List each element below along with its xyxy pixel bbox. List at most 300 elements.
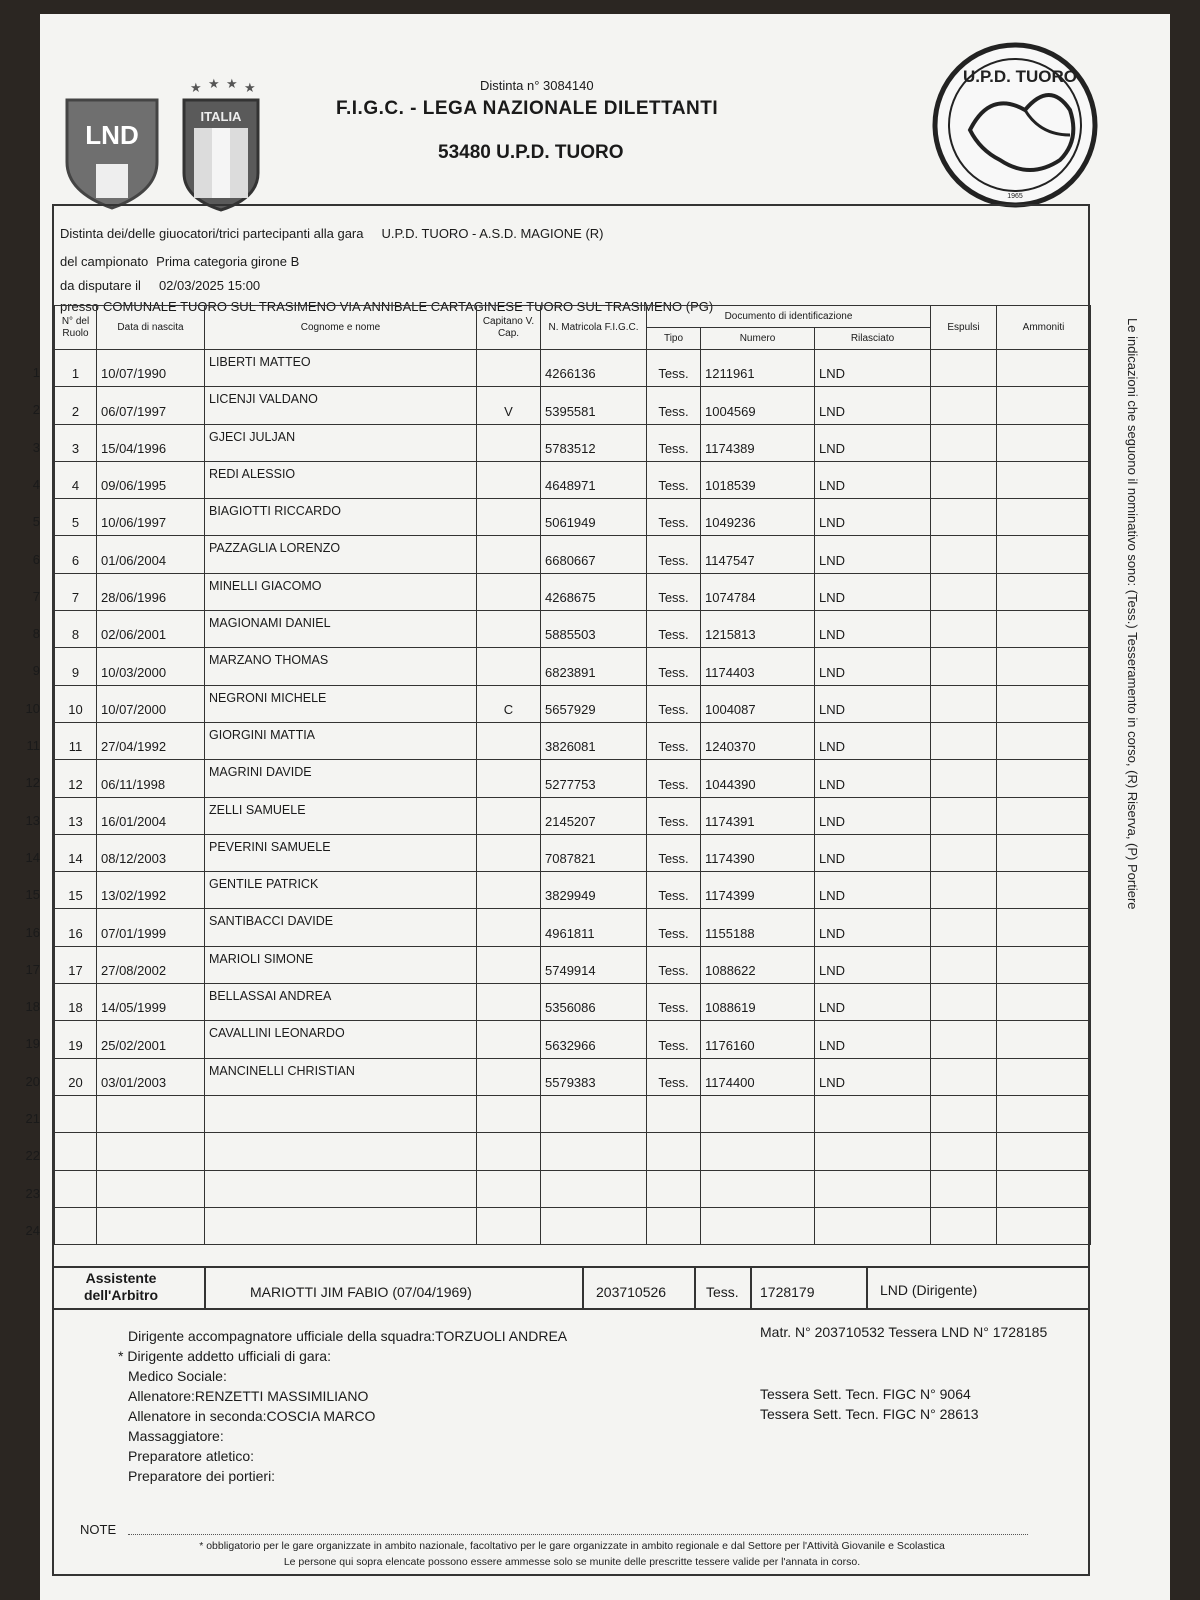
player-doc-issuer: LND — [815, 499, 931, 536]
row-number: 6 — [32, 551, 40, 567]
assistant-matricola: 203710526 — [596, 1284, 667, 1300]
player-doc-issuer: LND — [815, 1058, 931, 1095]
table-row — [55, 536, 1091, 573]
assistant-name: MARIOTTI JIM FABIO (07/04/1969) — [250, 1284, 472, 1300]
player-matricola: 3829949 — [541, 872, 647, 909]
player-name — [205, 1133, 477, 1170]
row-number: 4 — [32, 476, 40, 492]
player-ruolo — [55, 1095, 97, 1132]
assistant-rilasciato: LND (Dirigente) — [880, 1282, 978, 1298]
table-row — [55, 1021, 1091, 1058]
player-ruolo: 20 — [55, 1058, 97, 1095]
player-expelled — [931, 1207, 997, 1244]
player-doc-type: Tess. — [647, 685, 701, 722]
player-doc-type: Tess. — [647, 461, 701, 498]
table-row — [55, 350, 1091, 387]
table-row — [55, 984, 1091, 1021]
player-matricola: 5632966 — [541, 1021, 647, 1058]
player-birthdate: 08/12/2003 — [97, 834, 205, 871]
staff-massaggiatore: Massaggiatore: — [128, 1428, 224, 1444]
col-rilasciato: Rilasciato — [815, 328, 931, 350]
tuoro-logo — [930, 40, 1100, 210]
svg-text:★: ★ — [244, 80, 256, 95]
player-booked — [997, 1207, 1091, 1244]
player-expelled — [931, 797, 997, 834]
player-ruolo: 18 — [55, 984, 97, 1021]
player-doc-number: 1088622 — [701, 946, 815, 983]
table-row — [55, 611, 1091, 648]
player-doc-number: 1018539 — [701, 461, 815, 498]
player-expelled — [931, 685, 997, 722]
player-ruolo: 16 — [55, 909, 97, 946]
player-doc-issuer — [815, 1207, 931, 1244]
player-ruolo: 9 — [55, 648, 97, 685]
svg-text:★: ★ — [190, 80, 202, 95]
player-birthdate: 06/07/1997 — [97, 387, 205, 424]
player-name: BELLASSAI ANDREA — [205, 984, 477, 1021]
player-doc-type: Tess. — [647, 611, 701, 648]
player-booked — [997, 1058, 1091, 1095]
match-teams-line — [60, 226, 604, 241]
player-doc-type: Tess. — [647, 499, 701, 536]
row-number: 23 — [25, 1185, 40, 1201]
player-matricola — [541, 1207, 647, 1244]
player-ruolo — [55, 1133, 97, 1170]
row-number: 12 — [25, 775, 40, 791]
player-matricola: 6823891 — [541, 648, 647, 685]
player-doc-type: Tess. — [647, 946, 701, 983]
player-booked — [997, 611, 1091, 648]
row-number: 5 — [32, 514, 40, 530]
row-number: 15 — [25, 887, 40, 903]
player-doc-number: 1088619 — [701, 984, 815, 1021]
player-ruolo: 12 — [55, 760, 97, 797]
player-captain — [477, 1207, 541, 1244]
row-number: 24 — [25, 1222, 40, 1238]
player-matricola: 5277753 — [541, 760, 647, 797]
player-doc-number: 1240370 — [701, 722, 815, 759]
table-row — [55, 760, 1091, 797]
player-doc-issuer: LND — [815, 387, 931, 424]
player-expelled — [931, 984, 997, 1021]
player-doc-number: 1044390 — [701, 760, 815, 797]
player-captain: C — [477, 685, 541, 722]
player-ruolo — [55, 1207, 97, 1244]
club-name: 53480 U.P.D. TUORO — [438, 142, 624, 163]
player-doc-number: 1004569 — [701, 387, 815, 424]
table-row — [55, 722, 1091, 759]
player-birthdate: 07/01/1999 — [97, 909, 205, 946]
player-name: GENTILE PATRICK — [205, 872, 477, 909]
player-name: MAGIONAMI DANIEL — [205, 611, 477, 648]
player-name: LIBERTI MATTEO — [205, 350, 477, 387]
player-matricola: 2145207 — [541, 797, 647, 834]
player-ruolo: 6 — [55, 536, 97, 573]
player-birthdate — [97, 1207, 205, 1244]
player-birthdate: 10/07/2000 — [97, 685, 205, 722]
player-matricola: 4648971 — [541, 461, 647, 498]
player-doc-number: 1049236 — [701, 499, 815, 536]
player-booked — [997, 350, 1091, 387]
player-doc-type: Tess. — [647, 387, 701, 424]
player-birthdate: 02/06/2001 — [97, 611, 205, 648]
player-expelled — [931, 909, 997, 946]
row-number: 14 — [25, 849, 40, 865]
player-doc-number — [701, 1207, 815, 1244]
player-doc-number: 1215813 — [701, 611, 815, 648]
player-matricola: 4961811 — [541, 909, 647, 946]
col-ruolo: N° del Ruolo — [55, 306, 97, 350]
player-ruolo: 3 — [55, 424, 97, 461]
player-doc-type: Tess. — [647, 797, 701, 834]
player-doc-type: Tess. — [647, 573, 701, 610]
svg-text:LND: LND — [85, 120, 139, 150]
player-birthdate: 03/01/2003 — [97, 1058, 205, 1095]
player-doc-number: 1174390 — [701, 834, 815, 871]
player-doc-issuer: LND — [815, 909, 931, 946]
staff-addetto: * Dirigente addetto ufficiali di gara: — [118, 1348, 331, 1364]
player-booked — [997, 984, 1091, 1021]
row-number: 16 — [25, 924, 40, 940]
player-doc-issuer: LND — [815, 797, 931, 834]
player-doc-issuer: LND — [815, 611, 931, 648]
player-captain — [477, 1170, 541, 1207]
row-number: 20 — [25, 1073, 40, 1089]
player-doc-issuer: LND — [815, 350, 931, 387]
player-doc-issuer: LND — [815, 834, 931, 871]
player-doc-type: Tess. — [647, 1021, 701, 1058]
player-expelled — [931, 424, 997, 461]
col-nascita: Data di nascita — [97, 306, 205, 350]
player-ruolo: 15 — [55, 872, 97, 909]
player-doc-type: Tess. — [647, 872, 701, 909]
col-documento: Documento di identificazione — [647, 306, 931, 328]
player-birthdate — [97, 1133, 205, 1170]
svg-text:★: ★ — [226, 78, 238, 91]
assistant-row — [54, 1266, 1090, 1310]
player-doc-number: 1176160 — [701, 1021, 815, 1058]
staff-allenatore2: Allenatore in seconda:COSCIA MARCO — [128, 1408, 376, 1424]
player-doc-issuer: LND — [815, 946, 931, 983]
player-name: BIAGIOTTI RICCARDO — [205, 499, 477, 536]
player-captain — [477, 424, 541, 461]
player-doc-number: 1155188 — [701, 909, 815, 946]
player-ruolo: 19 — [55, 1021, 97, 1058]
player-doc-issuer: LND — [815, 573, 931, 610]
player-matricola: 5061949 — [541, 499, 647, 536]
row-number: 1 — [32, 365, 40, 380]
player-booked — [997, 872, 1091, 909]
player-name: NEGRONI MICHELE — [205, 685, 477, 722]
player-doc-type: Tess. — [647, 722, 701, 759]
player-ruolo: 1 — [55, 350, 97, 387]
player-matricola: 4266136 — [541, 350, 647, 387]
player-birthdate: 09/06/1995 — [97, 461, 205, 498]
player-ruolo — [55, 1170, 97, 1207]
player-expelled — [931, 1058, 997, 1095]
player-birthdate: 10/07/1990 — [97, 350, 205, 387]
player-booked — [997, 536, 1091, 573]
player-expelled — [931, 499, 997, 536]
staff-list — [118, 1326, 568, 1486]
player-doc-issuer: LND — [815, 424, 931, 461]
allenatore2-id: Tessera Sett. Tecn. FIGC N° 28613 — [760, 1406, 979, 1422]
player-doc-issuer: LND — [815, 648, 931, 685]
svg-text:ITALIA: ITALIA — [200, 109, 242, 124]
player-booked — [997, 424, 1091, 461]
table-row — [55, 1058, 1091, 1095]
player-matricola: 5356086 — [541, 984, 647, 1021]
player-expelled — [931, 722, 997, 759]
player-doc-type: Tess. — [647, 648, 701, 685]
distinta-number: Distinta n° 3084140 — [480, 78, 594, 93]
player-matricola: 5885503 — [541, 611, 647, 648]
assistant-numero: 1728179 — [760, 1284, 815, 1300]
player-doc-type: Tess. — [647, 536, 701, 573]
player-expelled — [931, 536, 997, 573]
svg-text:U.P.D. TUORO: U.P.D. TUORO — [963, 67, 1077, 86]
row-number: 13 — [25, 812, 40, 828]
lnd-logo — [62, 92, 162, 212]
player-doc-number — [701, 1095, 815, 1132]
row-number: 17 — [25, 961, 40, 977]
player-booked — [997, 573, 1091, 610]
row-number: 7 — [32, 588, 40, 604]
player-captain — [477, 350, 541, 387]
player-matricola — [541, 1170, 647, 1207]
player-captain: V — [477, 387, 541, 424]
player-name: PAZZAGLIA LORENZO — [205, 536, 477, 573]
player-birthdate: 27/08/2002 — [97, 946, 205, 983]
player-name — [205, 1207, 477, 1244]
player-birthdate: 15/04/1996 — [97, 424, 205, 461]
row-number: 19 — [25, 1036, 40, 1052]
player-captain — [477, 984, 541, 1021]
player-booked — [997, 1133, 1091, 1170]
player-matricola — [541, 1095, 647, 1132]
side-legend: Le indicazioni che seguono il nominativo sono: (Tess.) Tesseramento in corso, (R) Riserva, (P) Portiere — [1125, 318, 1140, 910]
row-number: 10 — [25, 700, 40, 716]
staff-preparatore-portieri: Preparatore dei portieri: — [128, 1468, 276, 1484]
footer-line-2: Le persone qui sopra elencate possono essere ammesse solo se munite delle prescritte tessere valide per l'annata in corso. — [283, 1556, 861, 1568]
table-row — [55, 1170, 1091, 1207]
player-doc-number: 1211961 — [701, 350, 815, 387]
staff-medico: Medico Sociale: — [128, 1368, 227, 1384]
player-doc-number: 1147547 — [701, 536, 815, 573]
player-name: PEVERINI SAMUELE — [205, 834, 477, 871]
match-date: 02/03/2025 15:00 — [158, 278, 261, 293]
player-name — [205, 1095, 477, 1132]
player-captain — [477, 648, 541, 685]
player-birthdate: 06/11/1998 — [97, 760, 205, 797]
player-booked — [997, 387, 1091, 424]
players-table — [54, 305, 1091, 1245]
player-matricola: 4268675 — [541, 573, 647, 610]
player-ruolo: 7 — [55, 573, 97, 610]
player-birthdate: 10/06/1997 — [97, 499, 205, 536]
championship-value: Prima categoria girone B — [156, 254, 300, 269]
player-matricola: 5657929 — [541, 685, 647, 722]
player-ruolo: 2 — [55, 387, 97, 424]
col-nome: Cognome e nome — [205, 306, 477, 350]
player-booked — [997, 499, 1091, 536]
col-tipo: Tipo — [647, 328, 701, 350]
player-doc-issuer: LND — [815, 872, 931, 909]
player-doc-type — [647, 1133, 701, 1170]
player-captain — [477, 499, 541, 536]
player-matricola: 5749914 — [541, 946, 647, 983]
dirigente-id: Matr. N° 203710532 Tessera LND N° 1728185 — [760, 1324, 1048, 1340]
player-ruolo: 11 — [55, 722, 97, 759]
player-doc-issuer: LND — [815, 984, 931, 1021]
player-doc-type: Tess. — [647, 350, 701, 387]
player-matricola: 5783512 — [541, 424, 647, 461]
player-expelled — [931, 648, 997, 685]
match-teams: U.P.D. TUORO - A.S.D. MAGIONE (R) — [381, 226, 604, 241]
table-row — [55, 387, 1091, 424]
player-name: GIORGINI MATTIA — [205, 722, 477, 759]
player-matricola: 5579383 — [541, 1058, 647, 1095]
player-ruolo: 5 — [55, 499, 97, 536]
note-label: NOTE — [80, 1522, 117, 1537]
row-number: 22 — [25, 1148, 40, 1164]
player-captain — [477, 872, 541, 909]
player-doc-type: Tess. — [647, 834, 701, 871]
row-number: 9 — [32, 663, 40, 679]
player-expelled — [931, 461, 997, 498]
player-expelled — [931, 1095, 997, 1132]
championship-line — [60, 254, 299, 269]
player-matricola: 5395581 — [541, 387, 647, 424]
table-row — [55, 909, 1091, 946]
table-row — [55, 461, 1091, 498]
player-booked — [997, 760, 1091, 797]
player-expelled — [931, 611, 997, 648]
player-expelled — [931, 872, 997, 909]
player-birthdate: 13/02/1992 — [97, 872, 205, 909]
player-booked — [997, 909, 1091, 946]
player-doc-issuer: LND — [815, 461, 931, 498]
player-ruolo: 8 — [55, 611, 97, 648]
player-captain — [477, 760, 541, 797]
player-ruolo: 4 — [55, 461, 97, 498]
footer-line-1: * obbligatorio per le gare organizzate in ambito nazionale, facoltativo per le gare organizzate in ambito regionale e dal Settore per l'Attività Giovanile e Scolastica — [199, 1540, 945, 1552]
player-captain — [477, 1095, 541, 1132]
player-captain — [477, 461, 541, 498]
player-birthdate: 27/04/1992 — [97, 722, 205, 759]
player-doc-number: 1174400 — [701, 1058, 815, 1095]
player-ruolo: 10 — [55, 685, 97, 722]
player-doc-type — [647, 1207, 701, 1244]
row-number: 11 — [26, 738, 40, 753]
player-doc-type: Tess. — [647, 984, 701, 1021]
player-expelled — [931, 1133, 997, 1170]
table-row — [55, 797, 1091, 834]
player-birthdate: 14/05/1999 — [97, 984, 205, 1021]
players-label: Distinta dei/delle giuocatori/trici partecipanti alla gara — [60, 226, 364, 241]
player-doc-type — [647, 1095, 701, 1132]
player-doc-issuer — [815, 1133, 931, 1170]
italia-logo — [180, 78, 262, 213]
table-row — [55, 573, 1091, 610]
player-doc-number: 1004087 — [701, 685, 815, 722]
player-expelled — [931, 573, 997, 610]
table-row — [55, 872, 1091, 909]
player-doc-issuer: LND — [815, 1021, 931, 1058]
player-birthdate: 25/02/2001 — [97, 1021, 205, 1058]
svg-text:★: ★ — [208, 78, 220, 91]
table-row — [55, 834, 1091, 871]
assistant-tipo: Tess. — [706, 1284, 739, 1300]
player-expelled — [931, 946, 997, 983]
player-booked — [997, 461, 1091, 498]
player-birthdate: 16/01/2004 — [97, 797, 205, 834]
col-ammoniti: Ammoniti — [997, 306, 1091, 350]
player-doc-number: 1174389 — [701, 424, 815, 461]
date-line — [60, 278, 260, 293]
player-doc-issuer: LND — [815, 685, 931, 722]
col-matricola: N. Matricola F.I.G.C. — [541, 306, 647, 350]
row-number: 2 — [32, 402, 40, 418]
assistant-label: Assistente dell'Arbitro — [83, 1270, 159, 1303]
player-name: MINELLI GIACOMO — [205, 573, 477, 610]
row-number: 8 — [32, 626, 40, 642]
allenatore-id: Tessera Sett. Tecn. FIGC N° 9064 — [760, 1386, 971, 1402]
player-doc-issuer: LND — [815, 722, 931, 759]
player-name: ZELLI SAMUELE — [205, 797, 477, 834]
player-booked — [997, 648, 1091, 685]
col-capitano: Capitano V. Cap. — [477, 306, 541, 350]
player-booked — [997, 834, 1091, 871]
player-expelled — [931, 760, 997, 797]
staff-allenatore: Allenatore:RENZETTI MASSIMILIANO — [128, 1388, 369, 1404]
player-captain — [477, 1021, 541, 1058]
player-doc-issuer: LND — [815, 536, 931, 573]
player-doc-type: Tess. — [647, 909, 701, 946]
player-matricola — [541, 1133, 647, 1170]
player-doc-number — [701, 1133, 815, 1170]
player-booked — [997, 722, 1091, 759]
player-booked — [997, 1170, 1091, 1207]
table-row — [55, 424, 1091, 461]
col-numero: Numero — [701, 328, 815, 350]
player-expelled — [931, 1170, 997, 1207]
col-espulsi: Espulsi — [931, 306, 997, 350]
note-line — [128, 1534, 1028, 1535]
player-doc-number: 1174403 — [701, 648, 815, 685]
player-booked — [997, 1095, 1091, 1132]
player-booked — [997, 797, 1091, 834]
player-captain — [477, 946, 541, 983]
player-captain — [477, 1133, 541, 1170]
player-name: CAVALLINI LEONARDO — [205, 1021, 477, 1058]
player-captain — [477, 834, 541, 871]
player-booked — [997, 1021, 1091, 1058]
player-name: MANCINELLI CHRISTIAN — [205, 1058, 477, 1095]
player-doc-type: Tess. — [647, 760, 701, 797]
table-row — [55, 1207, 1091, 1244]
player-matricola: 3826081 — [541, 722, 647, 759]
player-doc-number: 1174399 — [701, 872, 815, 909]
player-doc-issuer: LND — [815, 760, 931, 797]
player-birthdate — [97, 1095, 205, 1132]
player-captain — [477, 573, 541, 610]
player-captain — [477, 797, 541, 834]
player-captain — [477, 722, 541, 759]
venue-label: presso — [60, 299, 100, 314]
championship-label: del campionato — [60, 254, 149, 269]
player-name: LICENJI VALDANO — [205, 387, 477, 424]
